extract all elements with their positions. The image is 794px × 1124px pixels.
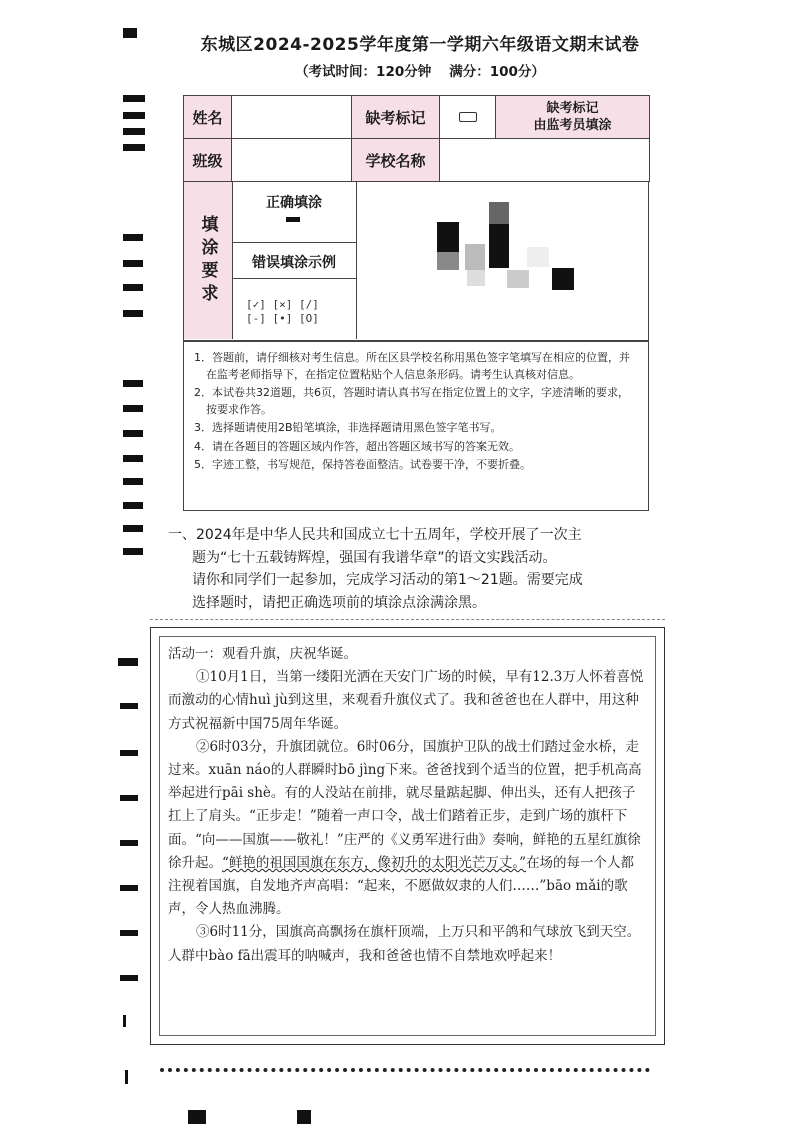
fill-requirements bbox=[183, 181, 649, 341]
timing-mark bbox=[120, 975, 138, 981]
timing-mark bbox=[123, 234, 143, 241]
exam-meta bbox=[150, 60, 690, 80]
timing-mark bbox=[123, 310, 143, 317]
wrong-fill-samples-line2: [-] [•] [O] bbox=[246, 312, 319, 325]
timing-mark bbox=[120, 795, 138, 801]
section-line: 题为“七十五载铸辉煌，强国有我谱华章”的语文实践活动。 bbox=[192, 549, 557, 566]
qr-block bbox=[437, 222, 459, 252]
name-label: 姓名 bbox=[184, 96, 232, 139]
qr-block bbox=[507, 270, 529, 288]
timing-mark bbox=[123, 380, 143, 387]
activity-heading: 活动一：观看升旗，庆祝华诞。 bbox=[168, 646, 357, 662]
absent-mark-box[interactable] bbox=[440, 96, 496, 139]
instruction-item: 4．请在各题目的答题区域内作答，超出答题区域书写的答案无效。 bbox=[194, 439, 520, 453]
fill-req-label-cell bbox=[184, 182, 233, 339]
activity-one-box bbox=[150, 627, 665, 1045]
timing-mark bbox=[123, 284, 143, 291]
timing-mark bbox=[120, 703, 138, 709]
full-score: 满分：100分） bbox=[449, 64, 545, 80]
instruction-item: 1．答题前，请仔细核对考生信息。所在区县学校名称用黑色签字笔填写在相应的位置，并在监考老师指导下，在指定位置粘贴个人信息条形码。请考生认真核对信息。 bbox=[194, 351, 630, 381]
name-field[interactable] bbox=[232, 96, 352, 139]
absent-note bbox=[496, 96, 650, 139]
class-label: 班级 bbox=[184, 139, 232, 182]
timing-mark bbox=[123, 112, 145, 119]
qr-block bbox=[437, 252, 459, 270]
school-label: 学校名称 bbox=[352, 139, 440, 182]
timing-mark bbox=[123, 478, 143, 485]
timing-mark bbox=[297, 1110, 311, 1124]
fill-req-label: 填涂要求 bbox=[197, 214, 218, 307]
timing-mark bbox=[123, 28, 137, 38]
instruction-item: 3．选择题请使用2B铅笔填涂，非选择题请用黑色签字笔书写。 bbox=[194, 421, 502, 434]
divider bbox=[232, 242, 356, 243]
timing-mark bbox=[123, 144, 145, 151]
timing-mark bbox=[188, 1110, 206, 1124]
correct-fill-sample bbox=[286, 217, 300, 222]
timing-mark bbox=[123, 260, 143, 267]
section-intro bbox=[168, 524, 668, 614]
timing-mark bbox=[120, 930, 138, 936]
bottom-perforation bbox=[160, 1068, 650, 1072]
candidate-info-table bbox=[183, 95, 650, 182]
qr-block bbox=[467, 270, 485, 286]
timing-mark bbox=[123, 548, 143, 555]
dashed-divider bbox=[150, 619, 665, 620]
activity-paragraph-3: ③6时11分，国旗高高飘扬在旗杆顶端，上万只和平鸽和气球放飞到天空。人群中bào fā出震耳的呐喊声，我和爸爸也情不自禁地欢呼起来！ bbox=[168, 924, 641, 964]
timing-mark bbox=[125, 1070, 128, 1084]
paragraph-2-text-b: 在场的每一个人都注视着国旗，自发地齐声高唱：“起来，不愿做奴隶的人们……”bāo mǎi的歌声，令人热血沸腾。 bbox=[168, 854, 635, 918]
instructions bbox=[183, 341, 649, 511]
correct-fill-label: 正确填涂 bbox=[266, 195, 322, 211]
activity-one-content bbox=[159, 636, 656, 1036]
timing-mark bbox=[123, 430, 143, 437]
qr-block bbox=[489, 202, 509, 224]
qr-block bbox=[465, 244, 485, 270]
activity-paragraph-2 bbox=[168, 736, 647, 922]
qr-block bbox=[527, 247, 549, 267]
section-line: 选择题时，请把正确选项前的填涂点涂满涂黑。 bbox=[192, 594, 486, 611]
timing-mark bbox=[123, 405, 143, 412]
absent-mark-label: 缺考标记 bbox=[352, 96, 440, 139]
exam-time: （考试时间：120分钟 bbox=[295, 64, 432, 80]
divider bbox=[232, 278, 356, 279]
timing-mark bbox=[120, 840, 138, 846]
barcode-sticker-area bbox=[357, 182, 647, 339]
absent-checkbox[interactable] bbox=[459, 112, 477, 122]
section-line: 一、2024年是中华人民共和国成立七十五周年，学校开展了一次主 bbox=[168, 527, 582, 543]
timing-mark bbox=[118, 658, 138, 666]
wrong-fill-samples bbox=[246, 298, 319, 326]
activity-paragraph-1: ①10月1日，当第一缕阳光洒在天安门广场的时候，早有12.3万人怀着喜悦而激动的心情huì jù到这里，来观看升旗仪式了。我和爸爸也在人群中，用这种方式祝福新中国75周年华诞。 bbox=[168, 669, 644, 732]
timing-mark bbox=[120, 750, 138, 756]
wrong-fill-label: 错误填涂示例 bbox=[252, 255, 336, 271]
timing-mark bbox=[123, 1015, 126, 1027]
timing-mark bbox=[123, 455, 143, 462]
page-title: 东城区2024-2025学年度第一学期六年级语文期末试卷 bbox=[200, 35, 640, 55]
paragraph-2-text-a: ②6时03分，升旗团就位。6时06分，国旗护卫队的战士们踏过金水桥，走过来。xuān náo的人群瞬时bō jìng下来。爸爸找到个适当的位置，把手机高高举起进行pāi shè。有的人没站在前排，就尽量踮起脚、伸出头，还有人把孩子扛上了肩头。“正步走！”随着一声口令，战士们踏着正步，走到广场的旗杆下面。“向——国旗——敬礼！”庄严的《义勇军进行曲》奏响，鲜艳的五星红旗徐徐升起。 bbox=[168, 738, 642, 871]
school-field[interactable] bbox=[440, 139, 650, 182]
class-field[interactable] bbox=[232, 139, 352, 182]
qr-block bbox=[552, 268, 574, 290]
timing-mark bbox=[123, 128, 145, 135]
wrong-fill-samples-line1: [✓] [×] [/] bbox=[246, 298, 319, 311]
qr-block bbox=[489, 224, 509, 268]
timing-mark bbox=[123, 502, 143, 509]
fill-examples bbox=[232, 182, 357, 339]
instruction-item: 5．字迹工整，书写规范，保持答卷面整洁。试卷要干净，不要折叠。 bbox=[194, 458, 531, 471]
timing-mark bbox=[123, 525, 143, 532]
absent-note-line2: 由监考员填涂 bbox=[533, 118, 612, 133]
section-line: 请你和同学们一起参加，完成学习活动的第1～21题。需要完成 bbox=[192, 572, 583, 588]
timing-mark bbox=[120, 885, 138, 891]
timing-mark bbox=[123, 95, 145, 102]
instruction-item: 2．本试卷共32道题，共6页，答题时请认真书写在指定位置上的文字，字迹清晰的要求，按要求作答。 bbox=[194, 386, 629, 416]
absent-note-line1: 缺考标记 bbox=[546, 101, 599, 116]
underlined-sentence: “鲜艳的祖国国旗在东方，像初升的太阳光芒万丈。” bbox=[222, 854, 527, 871]
